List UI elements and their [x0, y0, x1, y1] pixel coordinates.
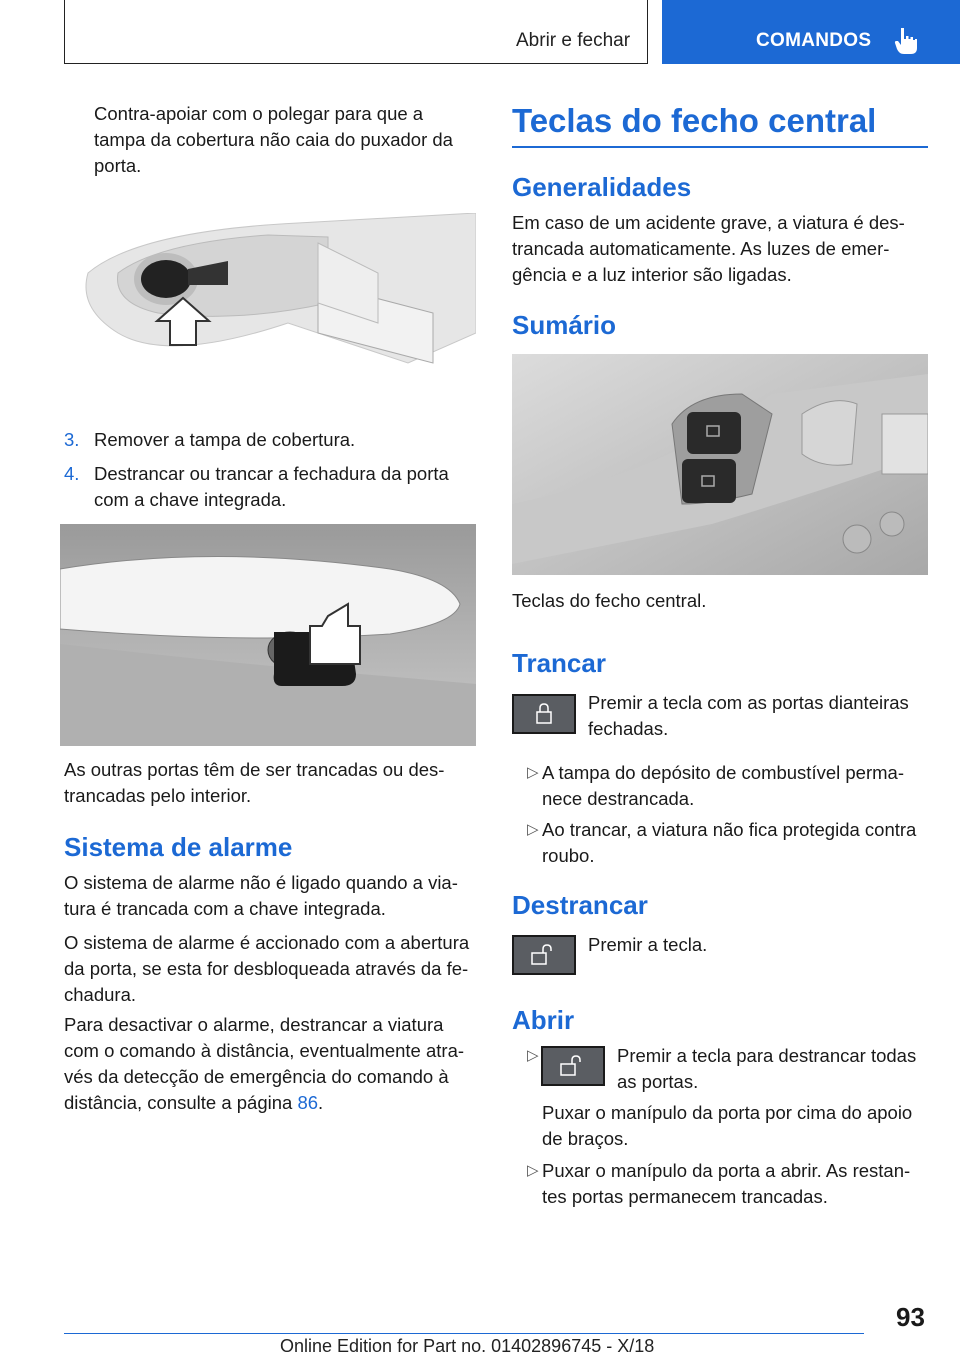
unlock-key-button[interactable] — [512, 935, 576, 975]
title-rule — [512, 146, 928, 148]
open-bullet-1-continued: Puxar o manípulo da porta por cima do apoio de braços. — [542, 1102, 913, 1149]
general-heading: Generalidades — [512, 172, 692, 202]
open-bullet-1: Premir a tecla para destrancar todas as portas. — [617, 1045, 917, 1092]
alarm-heading: Sistema de alarme — [64, 832, 293, 862]
footer-edition: Online Edition for Part no. 01402896745 - X/18 — [280, 1336, 655, 1356]
bullet-triangle-icon: ▷ — [527, 1047, 539, 1064]
central-lock-keys-photo — [512, 354, 928, 575]
step-4-number: 4. — [64, 463, 80, 484]
lock-icon — [514, 696, 574, 732]
summary-caption: Teclas do fecho central. — [512, 590, 707, 611]
step-4-text: Destrancar ou trancar a fechadura da porta com a chave integrada. — [94, 463, 449, 510]
page-title: Teclas do fecho central — [512, 102, 877, 139]
bullet-triangle-icon: ▷ — [527, 821, 539, 838]
lock-text: Premir a tecla com as portas dianteiras fechadas. — [588, 692, 909, 739]
step-3-text: Remover a tampa de cobertura. — [94, 429, 356, 450]
alarm-paragraph-1: O sistema de alarme não é ligado quando a via‐tura é trancada com a chave integrada. — [64, 872, 458, 919]
page-number: 93 — [896, 1302, 925, 1332]
lock-key-button[interactable] — [512, 694, 576, 734]
open-bullet-2: Puxar o manípulo da porta a abrir. As restan‐tes portas permanecem trancadas. — [542, 1160, 911, 1207]
bullet-triangle-icon: ▷ — [527, 764, 539, 781]
bullet-triangle-icon: ▷ — [527, 1162, 539, 1179]
step-3-number: 3. — [64, 429, 80, 450]
unlock-heading: Destrancar — [512, 890, 648, 920]
alarm-paragraph-3: Para desactivar o alarme, destrancar a viatura com o comando à distância, eventualmente atra‐vés da detecção de emergência do comando à distância, consulte a página 86. — [64, 1014, 465, 1113]
door-handle-key-photo — [60, 524, 476, 746]
unlock-icon — [514, 937, 574, 973]
summary-heading: Sumário — [512, 310, 617, 340]
unlock-text: Premir a tecla. — [588, 934, 708, 955]
general-paragraph: Em caso de um acidente grave, a viatura é des‐trancada automaticamente. As luzes de emer‐gência e a luz interior são ligadas. — [512, 212, 905, 285]
lock-bullet-1: A tampa do depósito de combustível perma‐nece destrancada. — [542, 762, 904, 809]
lock-bullet-2: Ao trancar, a viatura não fica protegida contra roubo. — [542, 819, 917, 866]
hand-pointer-icon — [894, 26, 918, 56]
footer-rule — [64, 1333, 864, 1334]
header-chapter-title: COMANDOS — [756, 30, 872, 51]
other-doors-paragraph: As outras portas têm de ser trancadas ou des‐trancadas pelo interior. — [64, 759, 445, 806]
unlock-icon — [543, 1048, 603, 1084]
cover-cap-photo — [78, 213, 476, 379]
page-86-link[interactable]: 86 — [297, 1092, 319, 1113]
alarm-paragraph-2: O sistema de alarme é accionado com a abertura da porta, se esta for desbloqueada através da fe‐chadura. — [64, 932, 470, 1005]
header-section-title: Abrir e fechar — [516, 30, 631, 51]
open-heading: Abrir — [512, 1005, 575, 1035]
open-unlock-key-button[interactable] — [541, 1046, 605, 1086]
lock-heading: Trancar — [512, 648, 606, 678]
intro-paragraph: Contra-apoiar com o polegar para que a tampa da cobertura não caia do puxador da porta. — [94, 103, 453, 176]
